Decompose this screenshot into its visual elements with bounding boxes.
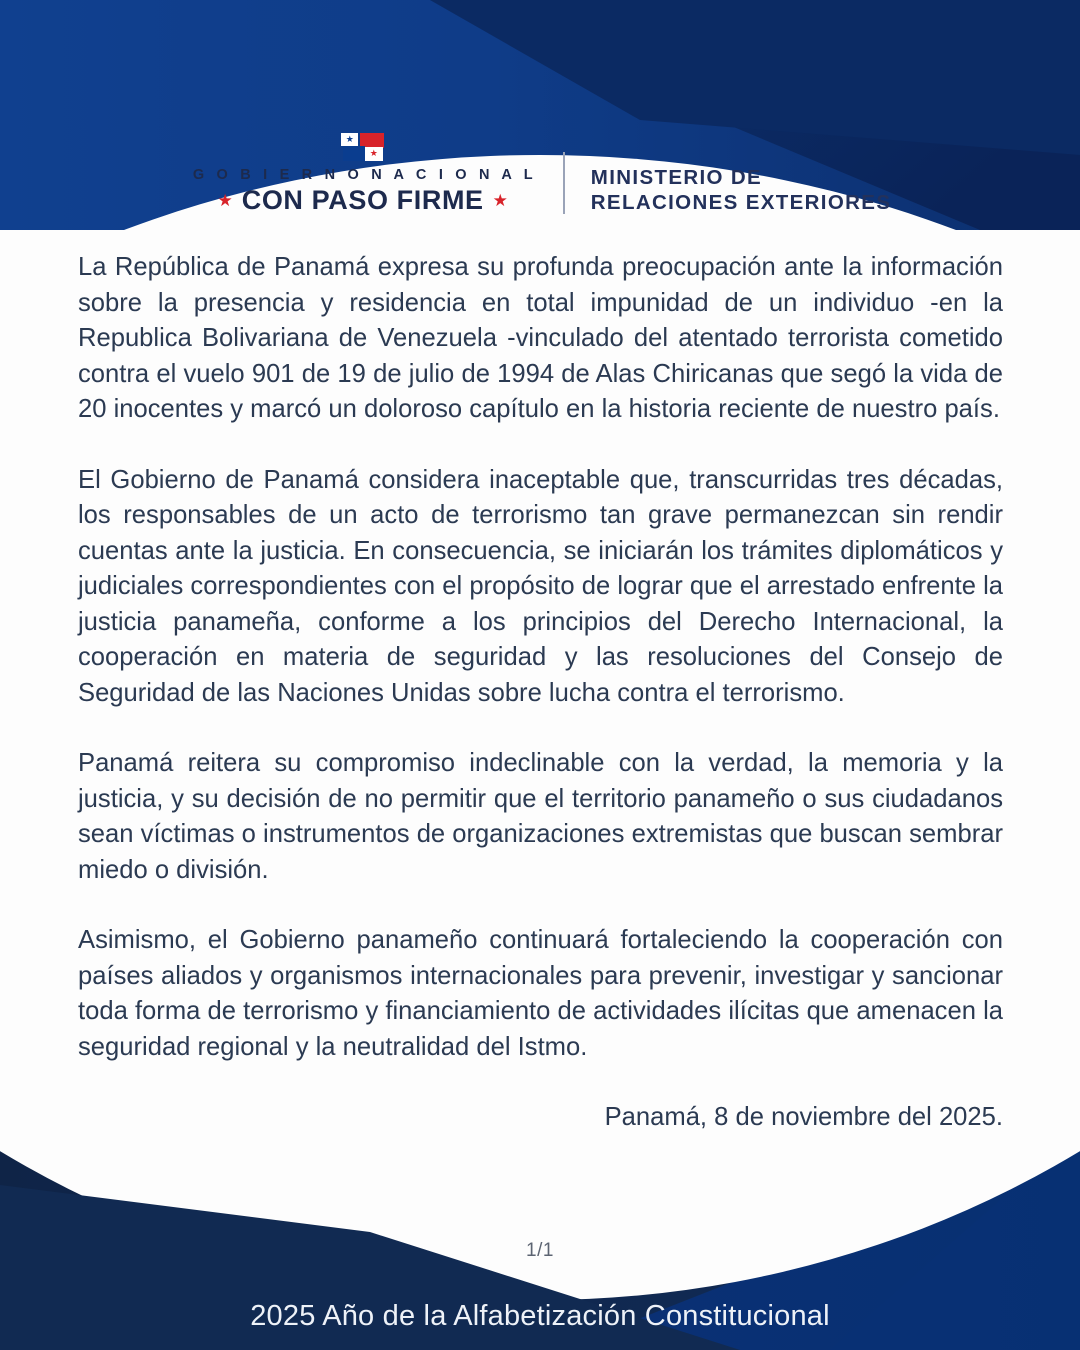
government-national-label: G O B I E R N O N A C I O N A L (192, 167, 537, 183)
slogan-row (217, 185, 507, 216)
paragraph-2: El Gobierno de Panamá considera inaceptable que, transcurridas tres décadas, los responsables de un acto de terrorismo tan grave permanezcan sin rendir cuentas ante la justicia. En consecuencia, se iniciarán los trámites diplomáticos y judiciales correspondientes con el propósito de lograr que el arrestado enfrente la justicia panameña, conforme a los principios del Derecho Internacional, la cooperación en materia de seguridad y las resoluciones del Consejo de Seguridad de las Naciones Unidas sobre lucha contra el terrorismo. (78, 465, 1003, 707)
footer-slogan: 2025 Año de la Alfabetización Constitucional (250, 1300, 830, 1332)
ministry-logo-right (591, 165, 892, 216)
flag-red-star-icon: ★ (369, 148, 378, 158)
government-logo-left (189, 133, 563, 216)
star-right-icon: ★ (492, 191, 508, 210)
paragraph-4: Asimismo, el Gobierno panameño continuará fortaleciendo la cooperación con países aliados y organismos internacionales para prevenir, investigar y sancionar toda forma de terrorismo y financiamiento de actividades ilícitas que amenacen la seguridad regional y la neutralidad del Istmo. (78, 926, 1003, 1061)
institutional-logo (0, 133, 1080, 216)
flag-quadrant-bottom-left (343, 146, 365, 161)
statement-body (78, 250, 1003, 1136)
ministry-line-2: RELACIONES EXTERIORES (590, 191, 892, 214)
logo-divider (563, 152, 565, 214)
paragraph-1: La República de Panamá expresa su profunda preocupación ante la información sobre la presencia y residencia en total impunidad de un individuo -en la Republica Bolivariana de Venezuela -vinculado del atentado terrorista cometido contra el vuelo 901 de 19 de julio de 1994 de Alas Chiricanas que segó la vida de 20 inocentes y marcó un doloroso capítulo en la historia reciente de nuestro país. (78, 253, 1003, 423)
slogan-label: CON PASO FIRME (241, 185, 484, 215)
flag-blue-star-icon: ★ (345, 134, 354, 144)
star-left-icon: ★ (217, 191, 233, 210)
panama-flag-icon (341, 133, 385, 163)
paragraph-3: Panamá reitera su compromiso indeclinable con la verdad, la memoria y la justicia, y su decisión de no permitir que el territorio panameño o sus ciudadanos sean víctimas o instrumentos de organizaciones extremistas que buscan sembrar miedo o división. (78, 749, 1003, 884)
ministry-line-1: MINISTERIO DE (590, 166, 763, 189)
signoff-place-date: Panamá, 8 de noviembre del 2025. (604, 1103, 1003, 1131)
page-number: 1/1 (526, 1240, 554, 1261)
